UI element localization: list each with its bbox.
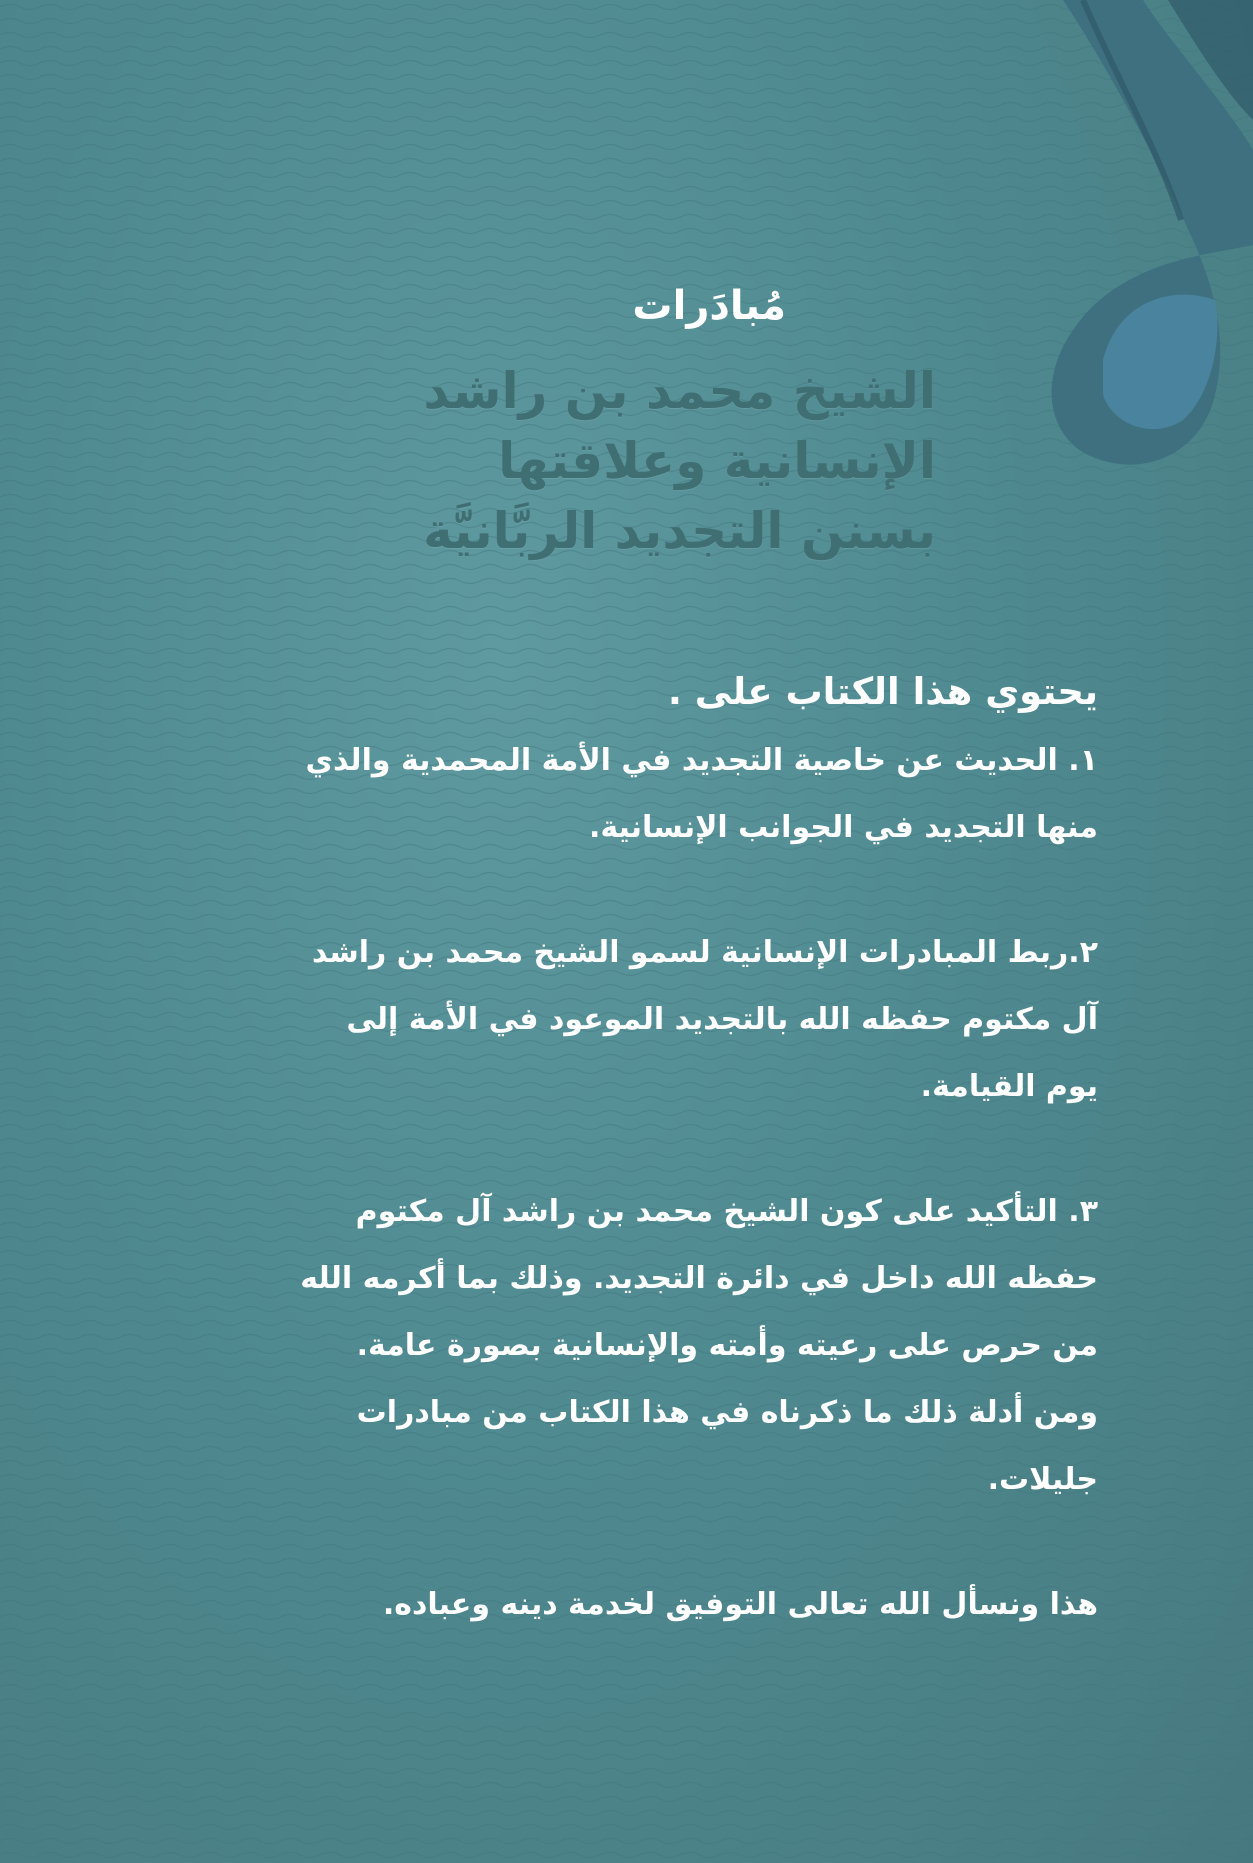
description-point-3: ٣. التأكيد على كون الشيخ محمد بن راشد آل مكتوم حفظه الله داخل في دائرة التجديد. وذلك بما أكرمه الله من حرص على رعيته وأمته والإنسانية بصورة عامة. ومن أدلة ذلك ما ذكرناه في هذا الكتاب من مبادرات جليلات. bbox=[300, 1194, 1098, 1497]
title-line-1: الشيخ محمد بن راشد bbox=[423, 362, 936, 420]
series-label: مُبادَرات bbox=[632, 283, 786, 329]
book-description bbox=[298, 670, 1098, 1638]
title-line-3: بسنن التجديد الربَّانيَّة bbox=[423, 502, 936, 560]
closing-prayer: هذا ونسأل الله تعالى التوفيق لخدمة دينه وعباده. bbox=[382, 1587, 1098, 1622]
intro-heading: يحتوي هذا الكتاب على . bbox=[667, 670, 1098, 713]
book-title bbox=[316, 356, 936, 566]
description-point-2: ٢.ربط المبادرات الإنسانية لسمو الشيخ محمد بن راشد آل مكتوم حفظه الله بالتجديد الموعود في الأمة إلى يوم القيامة. bbox=[311, 935, 1098, 1104]
title-line-2: الإنسانية وعلاقتها bbox=[498, 432, 936, 490]
description-point-1: ١. الحديث عن خاصية التجديد في الأمة المحمدية والذي منها التجديد في الجوانب الإنسانية. bbox=[305, 743, 1098, 845]
